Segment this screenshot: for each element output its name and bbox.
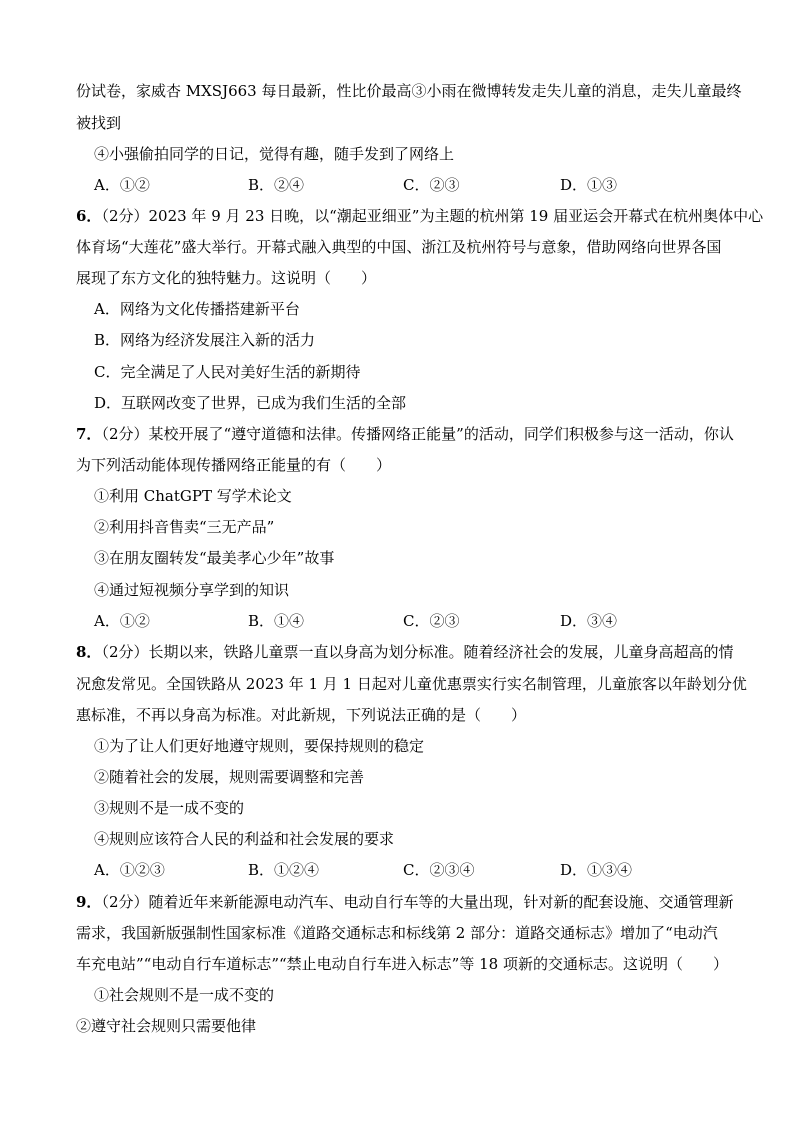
question-text-line: 况愈发常见。全国铁路从 2023 年 1 月 1 日起对儿童优惠票实行实名制管理，儿童旅客以年龄划分优: [76, 675, 747, 693]
statement-1: ①社会规则不是一成不变的: [94, 986, 275, 1004]
question-text-line: 被找到: [76, 114, 122, 132]
statement-2: ②随着社会的发展，规则需要调整和完善: [94, 768, 365, 786]
option-b[interactable]: B．网络为经济发展注入新的活力: [94, 331, 316, 349]
question-text-line: 惠标准，不再以身高为标准。对此新规，下列说法正确的是（ ）: [76, 706, 527, 724]
question-text-line: 为下列活动能体现传播网络正能量的有（ ）: [76, 456, 392, 474]
option-c[interactable]: C．②③④: [403, 861, 475, 879]
question-number: 9．: [76, 893, 102, 911]
option-d[interactable]: D．①③④: [560, 861, 633, 879]
option-d[interactable]: D．互联网改变了世界，已成为我们生活的全部: [94, 394, 407, 412]
question-text: （2分）长期以来，铁路儿童票一直以身高为划分标准。随着经济社会的发展，儿童身高超高的情: [101, 643, 734, 661]
option-c[interactable]: C．②③: [403, 176, 460, 194]
statement-3: ③规则不是一成不变的: [94, 799, 245, 817]
question-number: 7．: [76, 425, 102, 443]
question-9-line-1: [76, 892, 734, 912]
question-number: 8．: [76, 643, 102, 661]
question-text: （2分）2023 年 9 月 23 日晚，以“潮起亚细亚”为主题的杭州第 19 届亚运会开幕式在杭州奥体中心: [101, 207, 764, 225]
question-6-line-1: [76, 206, 763, 226]
option-d[interactable]: D．③④: [560, 612, 618, 630]
statement-3: ③在朋友圈转发“最美孝心少年”故事: [94, 549, 335, 567]
option-b[interactable]: B．①④: [248, 612, 305, 630]
question-text: （2分）某校开展了“遵守道德和法律。传播网络正能量”的活动，同学们积极参与这一活动，你认: [101, 425, 734, 443]
statement-1: ①利用 ChatGPT 写学术论文: [94, 487, 292, 505]
question-text-line: 车充电站”“电动自行车道标志”“禁止电动自行车进入标志”等 18 项新的交通标志。这说明（ ）: [76, 955, 728, 973]
option-b[interactable]: B．①②④: [248, 861, 320, 879]
option-d[interactable]: D．①③: [560, 176, 618, 194]
question-text-line: 需求，我国新版强制性国家标准《道路交通标志和标线第 2 部分：道路交通标志》增加了“电动汽: [76, 924, 718, 942]
question-text: （2分）随着近年来新能源电动汽车、电动自行车等的大量出现，针对新的配套设施、交通管理新: [101, 893, 734, 911]
statement-2: ②利用抖音售卖“三无产品”: [94, 518, 275, 536]
option-a[interactable]: A．①②: [94, 612, 150, 630]
question-7-line-1: [76, 424, 734, 444]
statement-4: ④规则应该符合人民的利益和社会发展的要求: [94, 830, 395, 848]
question-text-line: 展现了东方文化的独特魅力。这说明（ ）: [76, 269, 377, 287]
statement-4: ④小强偷拍同学的日记，觉得有趣，随手发到了网络上: [94, 145, 455, 163]
question-text-line: 份试卷，家威杏 MXSJ663 每日最新，性比价最高③小雨在微博转发走失儿童的消息，走失儿童最终: [76, 82, 742, 100]
question-number: 6．: [76, 207, 102, 225]
question-8-line-1: [76, 642, 734, 662]
statement-2: ②遵守社会规则只需要他律: [76, 1017, 257, 1035]
question-text-line: 体育场“大莲花”盛大举行。开幕式融入典型的中国、浙江及杭州符号与意象，借助网络向世界各国: [76, 238, 722, 256]
option-a[interactable]: A．①②③: [94, 861, 165, 879]
option-c[interactable]: C．完全满足了人民对美好生活的新期待: [94, 363, 361, 381]
option-a[interactable]: A．网络为文化传播搭建新平台: [94, 300, 300, 318]
statement-1: ①为了让人们更好地遵守规则，要保持规则的稳定: [94, 737, 425, 755]
option-b[interactable]: B．②④: [248, 176, 305, 194]
option-c[interactable]: C．②③: [403, 612, 460, 630]
option-a[interactable]: A．①②: [94, 176, 150, 194]
statement-4: ④通过短视频分享学到的知识: [94, 581, 290, 599]
